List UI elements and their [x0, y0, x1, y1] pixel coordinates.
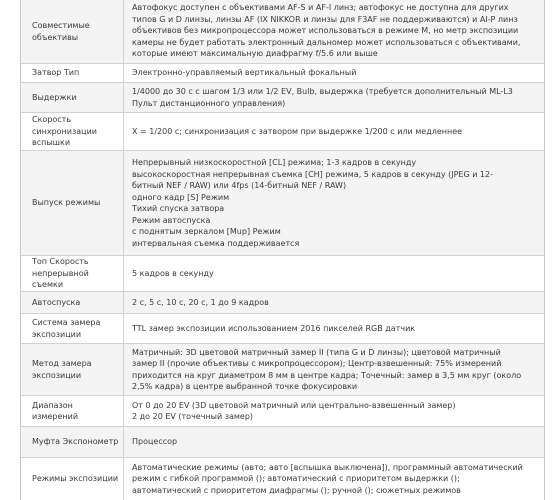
spec-value-line: TTL замер экспозиции использованием 2016 пикселей RGB датчик	[132, 323, 416, 333]
spec-value-line: Тихий спуска затвора	[132, 204, 225, 213]
spec-value-line: интервальная съемка поддерживается	[132, 238, 300, 248]
spec-label: Диапазон измерений	[21, 396, 124, 426]
spec-label: Автоспуска	[21, 292, 124, 313]
spec-value-line: Процессор	[132, 437, 178, 447]
spec-value	[124, 292, 544, 313]
spec-label: Система замера экспозиции	[21, 314, 124, 343]
spec-row-compatible-lenses	[21, 0, 544, 64]
spec-value	[124, 256, 544, 291]
spec-value-line: 1/4000 до 30 с с шагом 1/3 или 1/2 EV, Bulb, выдержка (требуется дополнительный ML-L3	[132, 87, 513, 96]
spec-value	[124, 458, 544, 500]
spec-value-line: Автоматические режимы (авто; авто [вспышка выключена]), программный автоматический	[132, 462, 523, 472]
spec-value-line: 2 с, 5 с, 10 с, 20 с, 1 до 9 кадров	[132, 297, 269, 307]
spec-value-line: автоматический с приоритетом диафрагмы (); ручной (); сюжетных режимов	[132, 485, 461, 495]
spec-value	[124, 151, 544, 255]
spec-label: Выдержки	[21, 83, 124, 112]
spec-value-line: замер II (прочие объективы с микропроцессором); Центр-взвешенный: 75% измерений	[132, 359, 502, 368]
spec-value	[124, 427, 544, 457]
spec-value	[124, 64, 544, 82]
spec-value-line: 2,5% кадра) в центре выбранной точке фокусировки	[132, 382, 358, 391]
spec-label: Топ Скорость непрерывной съемки	[21, 256, 124, 291]
spec-row-metering-range	[21, 396, 544, 427]
spec-value-line: которые имеют максимальную диафрагму f/5.6 или выше	[132, 49, 378, 58]
spec-value-line: режим с гибкой программой (); автоматический с приоритетом выдержки ();	[132, 474, 460, 484]
spec-value-line: 2 до 20 EV (точечный замер)	[132, 412, 254, 421]
spec-value-line: Режим автоспуска	[132, 215, 211, 225]
spec-label: Совместимые объективы	[21, 0, 124, 63]
spec-value-line: От 0 до 20 EV (3D цветовой матричный или центрально-взвешенный замер)	[132, 400, 456, 410]
spec-value-line: Пульт дистанционного управления)	[132, 98, 286, 108]
spec-label: Метод замера экспозиции	[21, 344, 124, 395]
spec-value-line: Автофокус доступен с объективами AF-S и AF-I линз; автофокус не доступна для других	[132, 3, 509, 12]
spec-row-exposure-modes	[21, 458, 544, 500]
spec-row-metering-system	[21, 314, 544, 344]
spec-value-line: камеры не будет работать электронный дальномер может использоваться с объективами,	[132, 37, 521, 47]
spec-value	[124, 113, 544, 150]
spec-value-line: одного кадр [S] Режим	[132, 192, 230, 202]
spec-value-line: Непрерывный низкоскоростной [CL] режима; 1-3 кадров в секунду	[132, 158, 417, 167]
spec-value-line: высокоскоростная непрерывная съемка [CH] режима, 5 кадров в секунду (JPEG и 12-	[132, 169, 493, 179]
spec-row-shutter-type	[21, 64, 544, 83]
spec-label: Муфта Экспонометр	[21, 427, 124, 457]
spec-row-self-timer	[21, 292, 544, 314]
spec-value-line: 5 кадров в секунду	[132, 268, 214, 278]
spec-value-line: битный NEF / RAW) или 4fps (14-битный NEF / RAW)	[132, 181, 347, 190]
spec-label: Выпуск режимы	[21, 151, 124, 255]
spec-value-line: X = 1/200 с; синхронизация с затвором при выдержке 1/200 с или медленнее	[132, 126, 463, 136]
specifications-table	[20, 0, 545, 500]
spec-label: Скорость синхронизации вспышки	[21, 113, 124, 150]
spec-value-line: приходится на круг диаметром 8 мм в центре кадра; Точечный: замер в 3,5 мм круг (около	[132, 370, 522, 380]
spec-row-flash-sync	[21, 113, 544, 151]
spec-row-continuous-speed	[21, 256, 544, 292]
spec-row-shutter-speeds	[21, 83, 544, 113]
spec-value-line: объективов без микропроцессора может использоваться в режиме M, но метр экспозиции	[132, 26, 519, 35]
spec-value-line: Матричный: 3D цветовой матричный замер II (типа G и D линзы); цветовой матричный	[132, 347, 501, 357]
spec-label: Затвор Тип	[21, 64, 124, 82]
spec-row-metering-method	[21, 344, 544, 396]
spec-row-release-modes	[21, 151, 544, 256]
spec-value-line: с поднятым зеркалом [Mup] Режим	[132, 227, 281, 236]
spec-value	[124, 83, 544, 112]
spec-value	[124, 0, 544, 63]
spec-value	[124, 396, 544, 426]
spec-value-line: Электронно-управляемый вертикальный фокальный	[132, 68, 357, 78]
spec-value-line: типов G и D линзы, линзы AF (IX NIKKOR и линзы для F3AF не поддерживаются) и AI-P линз	[132, 14, 518, 24]
spec-value	[124, 314, 544, 343]
spec-label: Режимы экспозиции	[21, 458, 124, 500]
spec-row-meter-coupling	[21, 427, 544, 458]
spec-value	[124, 344, 544, 395]
